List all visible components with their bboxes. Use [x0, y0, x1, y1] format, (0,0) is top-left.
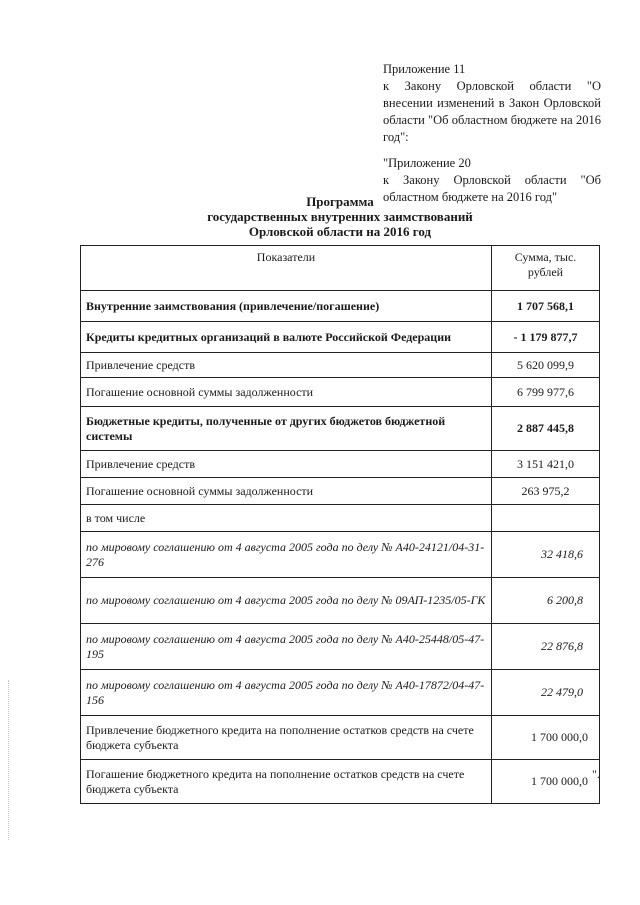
row-label: Привлечение средств — [81, 451, 492, 478]
table-row — [81, 624, 600, 670]
table-row — [81, 322, 600, 353]
appendix-original-law: к Закону Орловской области "Об областном бюджете на 2016 год" — [383, 173, 601, 204]
row-label: в том числе — [81, 505, 492, 532]
row-label: Погашение бюджетного кредита на пополнение остатков средств на счете бюджета субъекта — [81, 760, 492, 804]
row-amount: 22 876,8 — [492, 624, 600, 670]
row-amount — [492, 505, 600, 532]
row-label: Привлечение средств — [81, 353, 492, 378]
table-header-row — [81, 246, 600, 291]
row-label: Привлечение бюджетного кредита на пополнение остатков средств на счете бюджета субъекта — [81, 716, 492, 760]
table-row — [81, 378, 600, 407]
row-amount: 22 479,0 — [492, 670, 600, 716]
row-amount: 1 700 000,0 — [492, 760, 600, 804]
row-label: Кредиты кредитных организаций в валюте Российской Федерации — [81, 322, 492, 353]
row-amount: 3 151 421,0 — [492, 451, 600, 478]
row-label: по мировому соглашению от 4 августа 2005 года по делу № А40-17872/04-47-156 — [81, 670, 492, 716]
table-row — [81, 478, 600, 505]
table-row — [81, 407, 600, 451]
table-row — [81, 760, 600, 804]
table-row — [81, 451, 600, 478]
appendix-header — [383, 61, 601, 206]
title-line-3: Орловской области на 2016 год — [248, 224, 432, 239]
row-amount: 1 707 568,1 — [492, 291, 600, 322]
table-row — [81, 716, 600, 760]
row-label: по мировому соглашению от 4 августа 2005 года по делу № А40-25448/05-47-195 — [81, 624, 492, 670]
row-label: Внутренние заимствования (привлечение/погашение) — [81, 291, 492, 322]
row-amount: 6 200,8 — [492, 578, 600, 624]
row-amount: 32 418,6 — [492, 532, 600, 578]
table-row — [81, 291, 600, 322]
row-amount: 6 799 977,6 — [492, 378, 600, 407]
title-line-1: Программа — [306, 194, 374, 209]
row-label: по мировому соглашению от 4 августа 2005 года по делу № А40-24121/04-31-276 — [81, 532, 492, 578]
appendix-law-reference: к Закону Орловской области "О внесении изменений в Закон Орловской области "Об областном бюджете на 2016 год": — [383, 79, 601, 144]
table-row — [81, 353, 600, 378]
row-label: по мировому соглашению от 4 августа 2005 года по делу № 09АП-1235/05-ГК — [81, 578, 492, 624]
table-row — [81, 532, 600, 578]
row-label: Погашение основной суммы задолженности — [81, 378, 492, 407]
table-row — [81, 505, 600, 532]
table-row — [81, 670, 600, 716]
row-amount: 263 975,2 — [492, 478, 600, 505]
header-amount: Сумма, тыс. рублей — [492, 246, 600, 291]
row-amount: 5 620 099,9 — [492, 353, 600, 378]
row-label: Бюджетные кредиты, полученные от других бюджетов бюджетной системы — [81, 407, 492, 451]
row-amount: 2 887 445,8 — [492, 407, 600, 451]
scan-margin-dots — [8, 680, 12, 840]
borrowing-table — [80, 245, 600, 804]
title-line-2: государственных внутренних заимствований — [207, 209, 473, 224]
row-label: Погашение основной суммы задолженности — [81, 478, 492, 505]
header-indicators: Показатели — [81, 246, 492, 291]
closing-quote-mark: ". — [592, 767, 600, 781]
appendix-number: Приложение 11 — [383, 62, 466, 76]
table-row — [81, 578, 600, 624]
row-amount: 1 700 000,0 — [492, 716, 600, 760]
appendix-original-number: "Приложение 20 — [383, 156, 471, 170]
document-title — [80, 194, 600, 239]
row-amount: - 1 179 877,7 — [492, 322, 600, 353]
